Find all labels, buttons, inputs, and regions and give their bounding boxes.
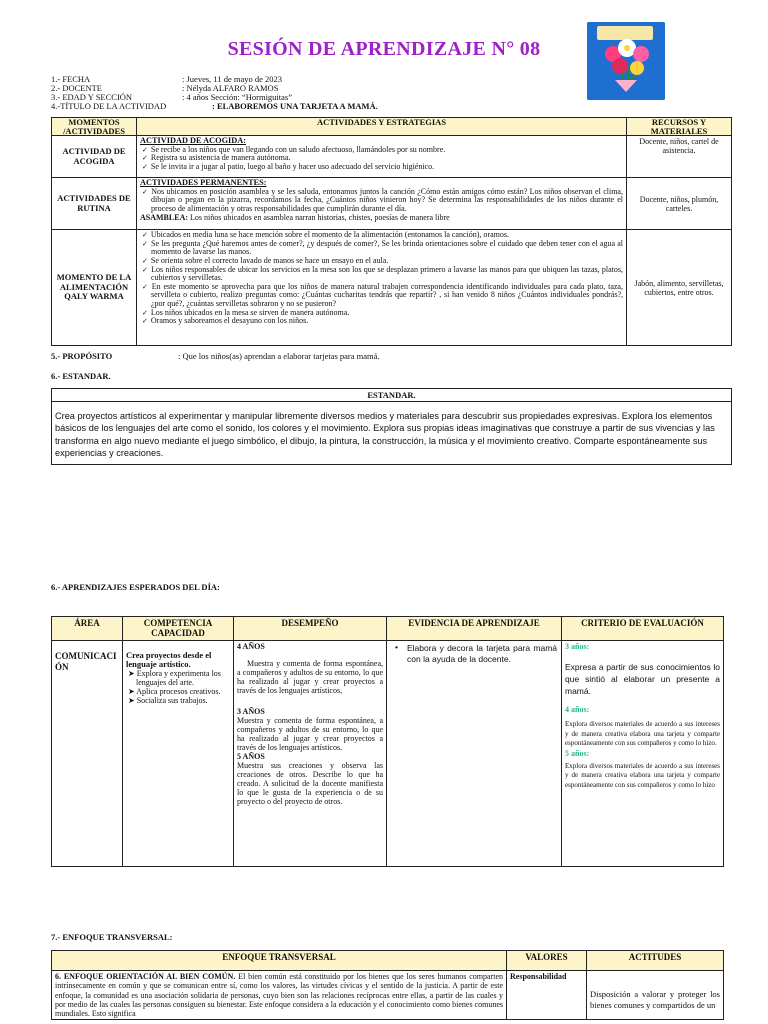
proposito-label: 5.- PROPÓSITO <box>51 351 113 361</box>
acogida-heading: ACTIVIDAD DE ACOGIDA: <box>140 136 247 146</box>
enfoque-cell <box>52 971 507 1020</box>
desempeno-text: Muestra sus creaciones y observa las creaciones de otros. Describe lo que ha creado. A solicitud de la docente manifiesta lo que le gusta de la experiencia o de su proyecto o del proyecto de otros. <box>237 761 383 806</box>
criterio-text: Explora diversos materiales de acuerdo a sus intereses y de manera creativa elabora una tarjeta y comparte espontáneamente con sus compañeros y como lo hizo. <box>565 720 720 747</box>
evidencia-cell <box>387 641 562 867</box>
capacidad-text: Aplica procesos creativos. <box>136 687 221 696</box>
info-label-fecha: 1.- FECHA <box>51 74 91 84</box>
capacidad-text: Socializa sus trabajos. <box>136 696 208 705</box>
header-area: ÁREA <box>52 617 123 641</box>
header-recursos: RECURSOS Y MATERIALES <box>627 118 732 136</box>
rutina-heading: ACTIVIDADES PERMANENTES: <box>140 178 267 188</box>
criterio-cell <box>562 641 724 867</box>
criterio-age: 5 años: <box>565 748 590 758</box>
list-item: ➤ Aplica procesos creativos. <box>128 687 221 696</box>
info-value-edad: : 4 años Sección: “Hormiguitas” <box>182 92 293 102</box>
strategies-rutina <box>137 178 627 230</box>
table-header-row <box>52 617 724 641</box>
asamblea-text: Los niños ubicados en asamblea narran historias, chistes, poesías de manera libre <box>188 212 450 222</box>
resources-alimentacion: Jabón, alimento, servilletas, cubiertos, entre otros. <box>627 230 732 346</box>
header-criterio: CRITERIO DE EVALUACIÓN <box>562 617 724 641</box>
table-row <box>52 971 724 1020</box>
info-label-titulo: 4.-TÍTULO DE LA ACTIVIDAD <box>51 101 167 111</box>
list-item: ➤ Socializa sus trabajos. <box>128 696 208 705</box>
list-item: ✓ Se les pregunta ¿Qué haremos antes de comer?, ¿y después de comer?, Se les brinda orientaciones sobre el cuidado que deben tener con el agua al momento de lavarse las manos. <box>140 240 623 257</box>
desempeno-cell <box>234 641 387 867</box>
actitud-cell: Disposición a valorar y proteger los bienes comunes y compartidos de un <box>587 971 724 1020</box>
valor-cell: Responsabilidad <box>507 971 587 1020</box>
criterio-age: 3 años: <box>565 642 590 651</box>
enfoque-section-title: 7.- ENFOQUE TRANSVERSAL: <box>51 932 173 942</box>
asamblea-label: ASAMBLEA: <box>140 212 189 222</box>
criterio-text: Expresa a partir de sus conocimientos lo que sintió al elaborar un presente a mamá. <box>565 662 720 696</box>
table-row <box>52 178 732 230</box>
moment-alimentacion: MOMENTO DE LA ALIMENTACIÓN QALY WARMA <box>52 230 137 346</box>
enfoque-title: 6. ENFOQUE ORIENTACIÓN AL BIEN COMÚN. <box>55 972 236 981</box>
asamblea-line <box>140 213 450 222</box>
enfoque-table <box>51 950 724 1020</box>
proposito-line <box>51 352 731 362</box>
list-item: ✓ En este momento se aprovecha para que los niños de manera natural trabajen correspondencia identificando individuales para cada plato, taza, servilleta o cubierto, realizo preguntas como: ¿Cuántas cucharitas tendrás que repartir? , si han venido 8 niños ¿Cuántos individuales pondrás?, ¿por qué?, ¿cuántas servilletas sobraron y no se pusieron? <box>140 283 623 309</box>
competencia-cell <box>123 641 234 867</box>
resources-acogida: Docente, niños, cartel de asistencia. <box>627 136 732 178</box>
criterio-text: Explora diversos materiales de acuerdo a sus intereses y de manera creativa elabora una tarjeta y comparte espontáneamente con sus compañeros y como lo hizo <box>565 761 720 789</box>
header-enfoque: ENFOQUE TRANSVERSAL <box>52 951 507 971</box>
bullet-icon: • <box>395 642 398 652</box>
list-item: ✓ Los niños responsables de ubicar los servicios en la mesa son los que se desplazan primero a lavarse las manos para que ubiquen las tazas, platos, cubiertos y servilletas. <box>140 266 623 283</box>
list-item: ✓ Los niños ubicados en la mesa se sirven de manera autónoma. <box>140 309 623 318</box>
header-valores: VALORES <box>507 951 587 971</box>
page-title: SESIÓN DE APRENDIZAJE N° 08 <box>227 38 541 60</box>
header-momentos: MOMENTOS /ACTIVIDADES <box>52 118 137 136</box>
desempeno-age: 3 AÑOS <box>237 707 265 716</box>
table-header-row <box>52 951 724 971</box>
header-desempeno: DESEMPEÑO <box>234 617 387 641</box>
estandar-section-title: 6.- ESTANDAR. <box>51 371 111 381</box>
evidencia-text: Elabora y decora la tarjeta para mamá con la ayuda de la docente. <box>407 643 557 664</box>
strategies-acogida <box>137 136 627 178</box>
info-label-docente: 2.- DOCENTE <box>51 83 102 93</box>
session-info <box>51 75 571 117</box>
header-competencia: COMPETENCIA CAPACIDAD <box>123 617 234 641</box>
info-value-titulo: : ELABOREMOS UNA TARJETA A MAMÁ. <box>212 101 378 111</box>
list-item: ✓ Nos ubicamos en posición asamblea y se les saluda, entonamos juntos la canción ¿Cómo están amigos cómo están? Los niños observan el clima, dibujan o pegan en la pizarra, recordamos la fecha, ¿Cuántos niños vinieron hoy? Se determina las responsabilidades de los niños durante el proceso de alimentación y otras responsabilidades que cumplirán durante el día. <box>140 188 623 214</box>
desempeno-text: Muestra y comenta de forma espontánea, a compañeros y adultos de su entorno, lo que ha realizado al jugar y crear proyectos a través de los lenguajes artísticos. <box>237 716 383 752</box>
activities-table <box>51 117 732 346</box>
learning-table <box>51 616 724 867</box>
aprendizajes-section-title: 6.- APRENDIZAJES ESPERADOS DEL DÍA: <box>51 582 220 592</box>
header-actividades: ACTIVIDADES Y ESTRATEGIAS <box>137 118 627 136</box>
desempeno-age: 5 AÑOS <box>237 752 265 761</box>
info-value-docente: : Nélyda ALFARO RAMOS <box>182 83 279 93</box>
list-item: ✓ Ubicados en media luna se hace mención sobre el momento de la alimentación (entonamos la canción), oramos. <box>140 231 623 240</box>
estandar-text: Crea proyectos artísticos al experimentar y manipular libremente diversos medios y materiales para descubrir sus propiedades expresivas. Explora los elementos básicos de los lenguajes del arte como el sonido, los colores y el movimiento. Explora sus propias ideas imaginativas que construye a partir de sus vivencias y las transforma en algo nuevo mediante el juego simbólico, el dibujo, la pintura, la construcción, la música y el movimiento creativo. Comparte espontáneamente sus experiencias y creaciones. <box>55 411 715 459</box>
enfoque-text: El bien común está constituido por los bienes que los seres humanos comparten intrínsecamente en común y que se comunican entre sí, como los valores, las virtudes cívicas y el sentido de la justicia. A partir de este enfoque, la comunidad es una asociación solidaria de personas, cuyo bien son las relaciones recíprocas entre ellas, a partir de las cuales y por medio de las cuales las personas consiguen su bienestar. Este enfoque considera a la educación y el conocimiento como bienes comunes mundiales. Esto significa <box>55 972 503 1019</box>
capacidad-text: Explora y experimenta los lenguajes del arte. <box>136 669 221 687</box>
list-item: ✓ Oramos y saboreamos el desayuno con los niños. <box>140 317 623 326</box>
list-item: ➤ Explora y experimenta los lenguajes del arte. <box>128 669 221 687</box>
desempeno-age: 4 AÑOS <box>237 642 265 651</box>
list-item: ✓ Se orienta sobre el correcto lavado de manos se hace un ensayo en el aula. <box>140 257 623 266</box>
strategies-alimentacion <box>137 230 627 346</box>
list-item: ✓ Se recibe a los niños que van llegando con un saludo afectuoso, llamándoles por su nombre. <box>140 146 623 155</box>
header-actitudes: ACTITUDES <box>587 951 724 971</box>
table-row <box>52 230 732 346</box>
table-header-row <box>52 118 732 136</box>
estandar-box <box>51 388 732 465</box>
info-value-fecha: : Jueves, 11 de mayo de 2023 <box>182 74 283 84</box>
moment-rutina: ACTIVIDADES DE RUTINA <box>52 178 137 230</box>
criterio-age: 4 años: <box>565 705 590 714</box>
moment-acogida: ACTIVIDAD DE ACOGIDA <box>52 136 137 178</box>
header-evidencia: EVIDENCIA DE APRENDIZAJE <box>387 617 562 641</box>
area-cell: COMUNICACIÓN <box>52 641 123 867</box>
table-row <box>52 136 732 178</box>
proposito-value: : Que los niños(as) aprendan a elaborar tarjetas para mamá. <box>178 351 380 361</box>
list-item: ✓ Registra su asistencia de manera autónoma. <box>140 154 623 163</box>
competencia-title: Crea proyectos desde el lenguaje artístico. <box>126 650 212 669</box>
info-label-edad: 3.- EDAD Y SECCIÓN <box>51 92 133 102</box>
resources-rutina: Docente, niños, plumón, carteles. <box>627 178 732 230</box>
mothers-day-card-image <box>587 22 665 100</box>
table-row <box>52 641 724 867</box>
estandar-header: ESTANDAR. <box>52 389 731 402</box>
list-item: ✓ Se le invita ir a jugar al patio, luego al baño y hacer uso adecuado del servicio higiénico. <box>140 163 623 172</box>
desempeno-text: Muestra y comenta de forma espontánea, a compañeros y adultos de su entorno, lo que ha realizado al jugar y crear proyectos a través de los lenguajes artísticos, <box>237 659 383 695</box>
